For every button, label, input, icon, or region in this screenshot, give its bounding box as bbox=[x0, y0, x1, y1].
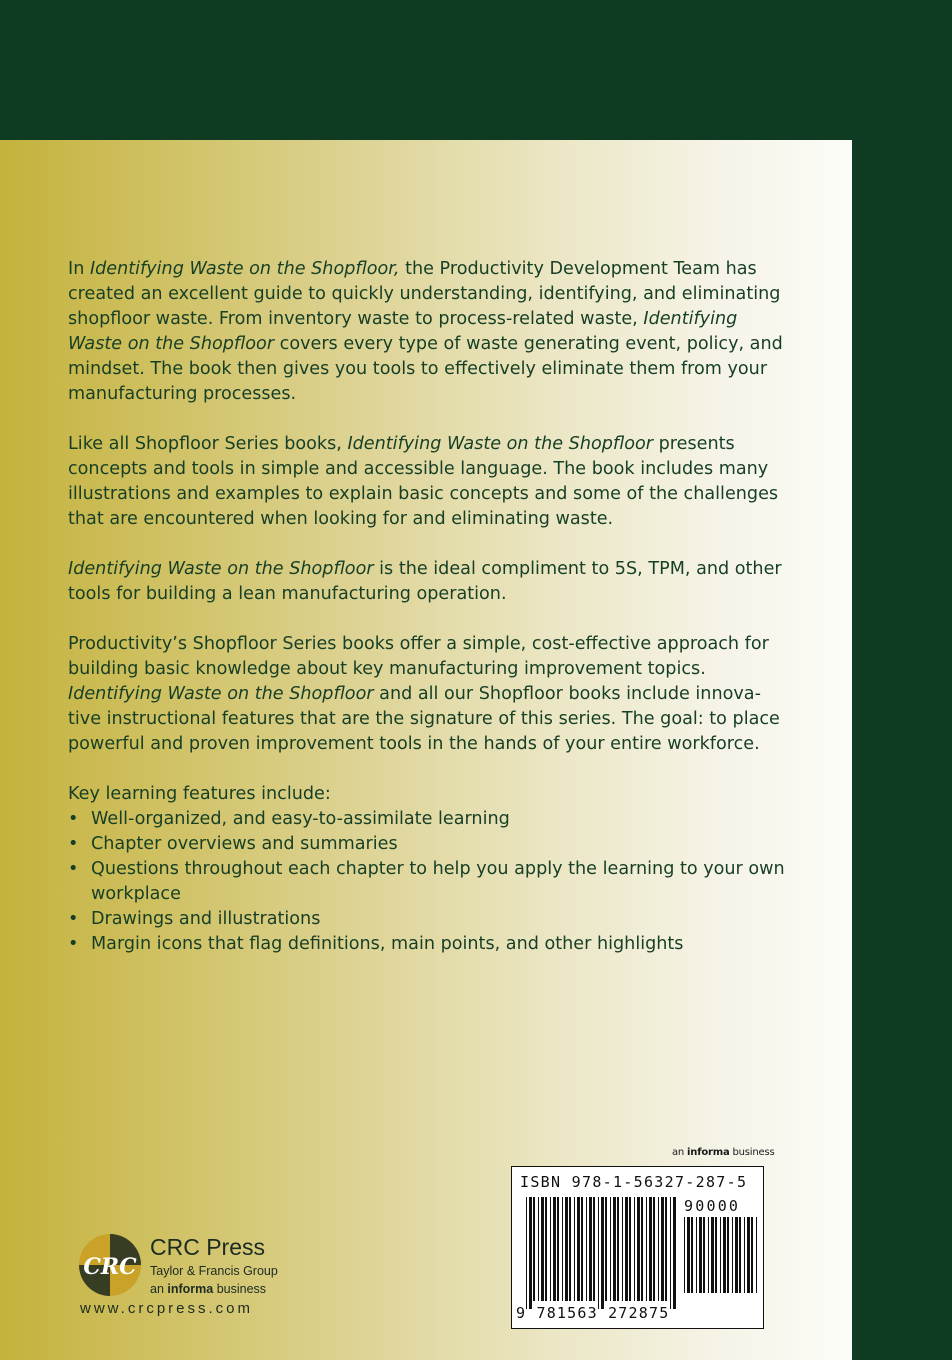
barcode-bar bbox=[641, 1197, 643, 1301]
publisher-informa-label: an informa business bbox=[150, 1282, 267, 1296]
barcode-bar bbox=[610, 1197, 611, 1301]
right-green-band bbox=[852, 140, 952, 1360]
barcode-bar bbox=[553, 1197, 556, 1301]
barcode-bar bbox=[574, 1197, 575, 1301]
ean-number: 9 781563 272875 bbox=[516, 1304, 670, 1322]
barcode-bar bbox=[699, 1217, 702, 1293]
barcode-bar bbox=[605, 1197, 607, 1301]
bullet-icon: • bbox=[68, 934, 79, 954]
barcode-bar bbox=[589, 1197, 592, 1301]
barcode-bar bbox=[696, 1217, 697, 1293]
publisher-name: CRC Press bbox=[150, 1234, 266, 1260]
barcode-bar bbox=[586, 1197, 587, 1301]
barcode-bar bbox=[658, 1197, 659, 1301]
barcode-bar bbox=[653, 1197, 655, 1301]
crc-logo-icon bbox=[78, 1233, 142, 1297]
barcode-bar bbox=[744, 1217, 745, 1293]
informa-business-label: an informa business bbox=[672, 1147, 775, 1158]
barcode-bar bbox=[565, 1197, 568, 1301]
barcode-bar bbox=[727, 1217, 729, 1293]
barcode-bar bbox=[533, 1197, 535, 1301]
barcode-bar bbox=[708, 1217, 709, 1293]
barcode-bar bbox=[613, 1197, 616, 1301]
barcode-bar bbox=[545, 1197, 547, 1301]
barcode-bar bbox=[593, 1197, 595, 1301]
barcode-bar bbox=[622, 1197, 623, 1301]
isbn-number: ISBN 978-1-56327-287-5 bbox=[520, 1173, 748, 1191]
logo-text: CRC bbox=[83, 1254, 137, 1280]
top-green-band bbox=[0, 0, 952, 140]
blurb-paragraph-4: Productivity’s Shopfloor Series books offer a simple, cost-effective approach for building basic knowledge about key manufacturing improvement topics. Identifying Waste on the Shopfloor and all our Shopfloor books include innova-tive instructional features that are the signature of this series. The goal: to place powerful and proven improvement tools in the hands of your entire workforce. bbox=[68, 634, 780, 754]
ean-barcode-bars bbox=[526, 1197, 676, 1309]
barcode-bar bbox=[577, 1197, 580, 1301]
blurb-paragraph-3: Identifying Waste on the Shopfloor is the ideal compliment to 5S, TPM, and other tools for building a lean manufacturing operation. bbox=[68, 559, 782, 604]
barcode-bar bbox=[649, 1197, 652, 1301]
blurb-paragraph-1: In Identifying Waste on the Shopfloor, the Productivity Development Team has created an excellent guide to quickly understanding, identifying, and eliminating shopfloor waste. From inventory waste to process-related waste, Identifying Waste on the Shopfloor covers every type of waste generating event, policy, and mindset. The book then gives you tools to effectively eliminate them from your manufacturing processes. bbox=[68, 259, 783, 404]
barcode-bar bbox=[739, 1217, 741, 1293]
publisher-url: www.crcpress.com bbox=[80, 1300, 254, 1317]
barcode-bar bbox=[541, 1197, 544, 1301]
barcode-bar bbox=[629, 1197, 631, 1301]
barcode-bar bbox=[747, 1217, 750, 1293]
bullet-icon: • bbox=[68, 834, 79, 854]
back-cover-blurb bbox=[68, 257, 788, 957]
barcode-bar bbox=[550, 1197, 551, 1301]
addon-barcode-bars bbox=[684, 1217, 760, 1301]
barcode-bar bbox=[723, 1217, 726, 1293]
barcode-bar bbox=[562, 1197, 563, 1301]
bullet-icon: • bbox=[68, 909, 79, 929]
blurb-paragraph-2: Like all Shopfloor Series books, Identifying Waste on the Shopfloor presents concepts and tools in simple and accessible language. The book includes many illustrations and examples to explain basic concepts and some of the challenges that are encountered when looking for and eliminating waste. bbox=[68, 434, 779, 529]
barcode-bar bbox=[625, 1197, 628, 1301]
barcode-bar bbox=[665, 1197, 667, 1301]
publisher-group: Taylor & Francis Group bbox=[150, 1264, 278, 1278]
barcode-bar bbox=[661, 1197, 664, 1301]
barcode-bar bbox=[617, 1197, 619, 1301]
barcode-bar bbox=[598, 1197, 599, 1309]
bullet-icon: • bbox=[68, 809, 79, 829]
list-item: • Chapter overviews and summaries bbox=[68, 832, 788, 857]
barcode-bar bbox=[703, 1217, 705, 1293]
list-item: • Margin icons that flag definitions, main points, and other highlights bbox=[68, 932, 788, 957]
barcode-bar bbox=[637, 1197, 640, 1301]
barcode-bar bbox=[720, 1217, 721, 1293]
barcode-bar bbox=[670, 1197, 671, 1309]
barcode-bar bbox=[646, 1197, 647, 1301]
isbn-barcode bbox=[511, 1166, 764, 1329]
barcode-bar bbox=[634, 1197, 635, 1301]
barcode-bar bbox=[756, 1217, 757, 1293]
barcode-bar bbox=[711, 1217, 714, 1293]
features-heading: Key learning features include: bbox=[68, 784, 331, 804]
barcode-bar bbox=[538, 1197, 539, 1301]
list-item: • Questions throughout each chapter to help you apply the learning to your own workplace bbox=[68, 859, 785, 904]
barcode-bar bbox=[687, 1217, 690, 1293]
features-list bbox=[68, 807, 788, 957]
barcode-bar bbox=[529, 1197, 532, 1309]
barcode-bar bbox=[569, 1197, 571, 1301]
list-item: • Well-organized, and easy-to-assimilate learning bbox=[68, 807, 788, 832]
barcode-bar bbox=[581, 1197, 583, 1301]
barcode-bar bbox=[715, 1217, 717, 1293]
barcode-bar bbox=[526, 1197, 527, 1309]
price-code: 90000 bbox=[684, 1197, 741, 1215]
barcode-bar bbox=[601, 1197, 604, 1309]
barcode-bar bbox=[673, 1197, 676, 1309]
barcode-bar bbox=[691, 1217, 693, 1293]
barcode-bar bbox=[735, 1217, 738, 1293]
bullet-icon: • bbox=[68, 859, 79, 879]
barcode-bar bbox=[732, 1217, 733, 1293]
barcode-bar bbox=[751, 1217, 753, 1293]
barcode-bar bbox=[557, 1197, 559, 1301]
list-item: • Drawings and illustrations bbox=[68, 907, 788, 932]
barcode-bar bbox=[684, 1217, 685, 1293]
